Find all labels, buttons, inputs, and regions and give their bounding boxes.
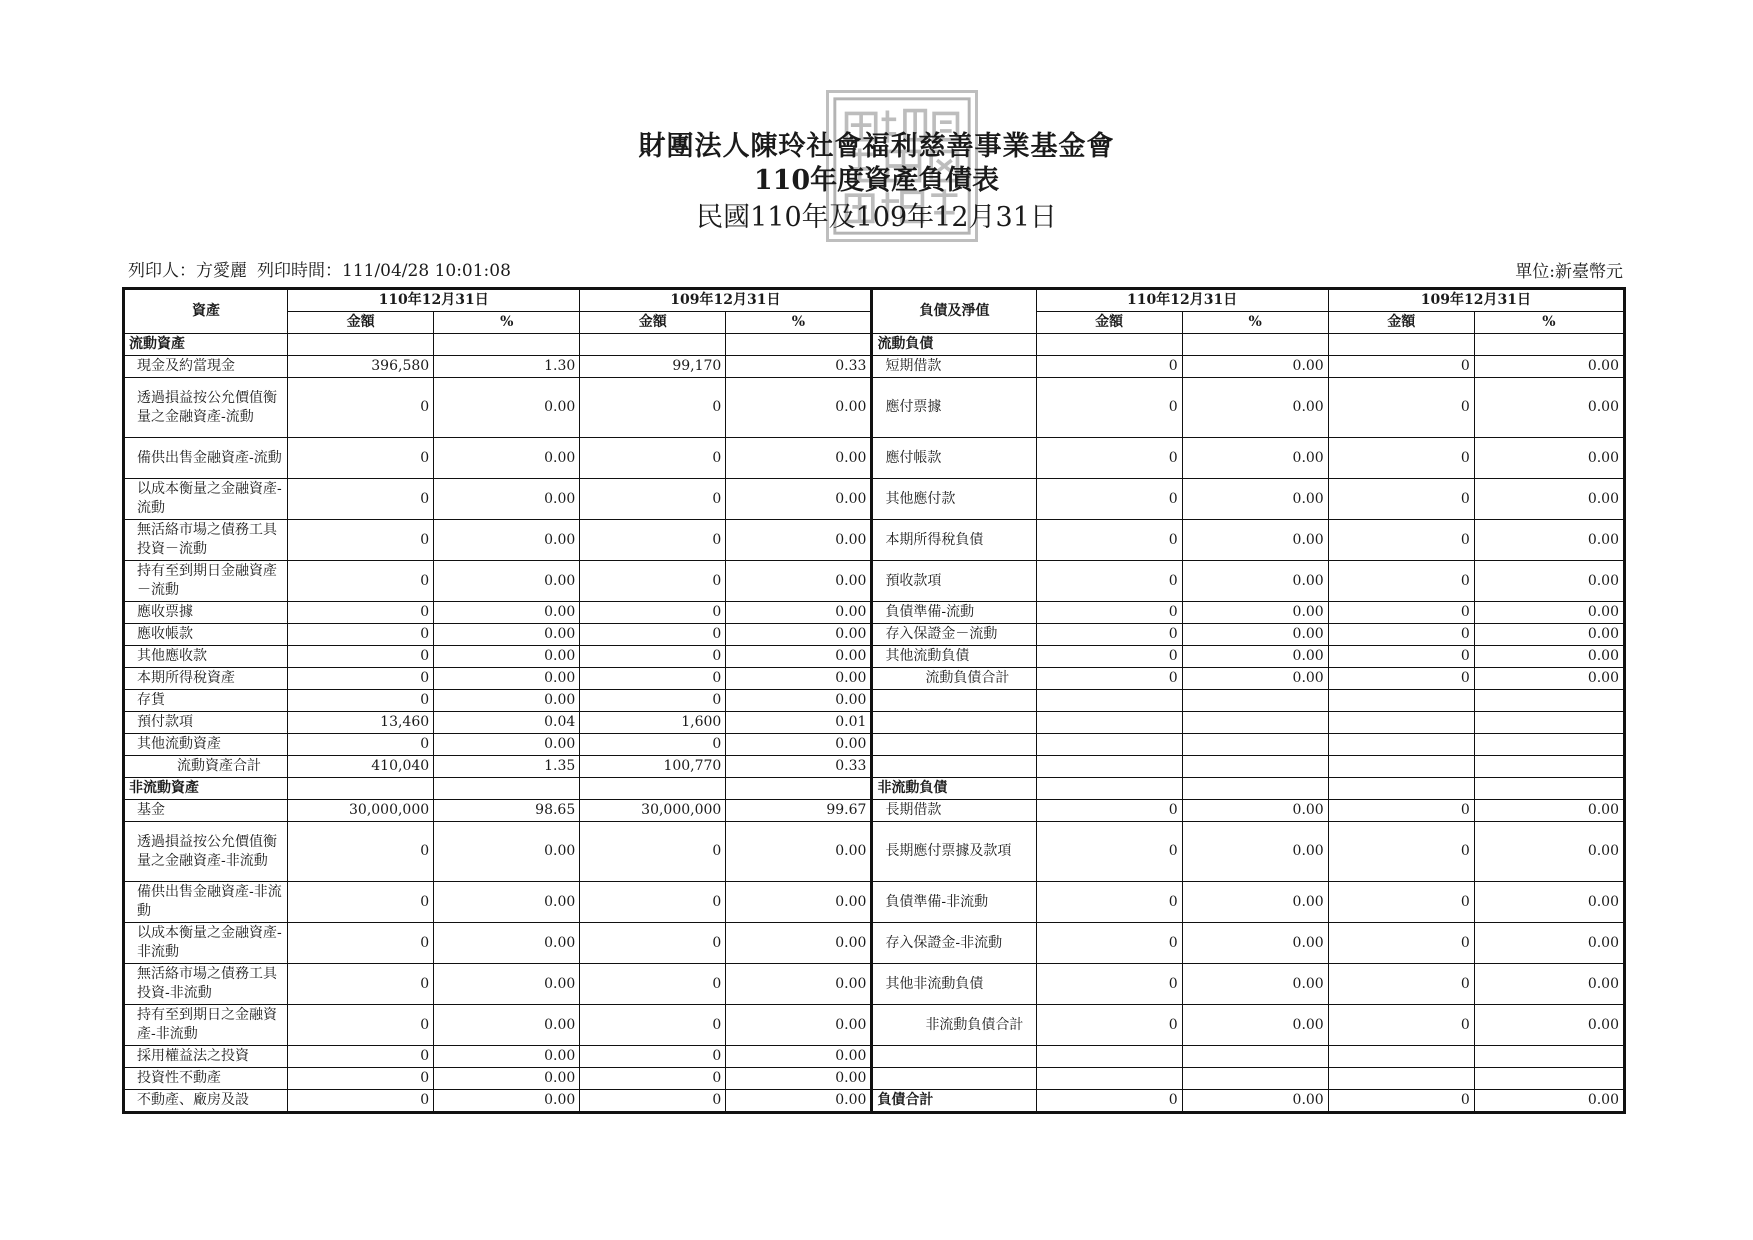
liability-amount-prior: 0 <box>1328 1005 1474 1046</box>
liability-pct-current: 0.00 <box>1182 624 1328 646</box>
asset-label: 無活絡市場之債務工具投資-非流動 <box>124 964 288 1005</box>
assets-prior-period-header: 109年12月31日 <box>580 289 872 312</box>
liability-amount-prior: 0 <box>1328 882 1474 923</box>
asset-amount-current: 0 <box>288 668 434 690</box>
liability-amount-prior: 0 <box>1328 438 1474 479</box>
asset-pct-prior: 0.00 <box>726 822 872 882</box>
asset-label: 非流動資產 <box>124 778 288 800</box>
liability-label: 負債準備-流動 <box>872 602 1036 624</box>
table-row <box>124 734 1625 756</box>
asset-label: 持有至到期日之金融資產-非流動 <box>124 1005 288 1046</box>
table-row <box>124 1068 1625 1090</box>
liability-pct-prior: 0.00 <box>1474 646 1624 668</box>
asset-pct-current: 0.00 <box>434 1046 580 1068</box>
asset-label: 基金 <box>124 800 288 822</box>
asset-amount-prior: 0 <box>580 378 726 438</box>
liab-current-amount-header: 金額 <box>1036 312 1182 334</box>
liability-amount-prior: 0 <box>1328 1090 1474 1113</box>
asset-amount-prior: 30,000,000 <box>580 800 726 822</box>
asset-pct-prior: 0.00 <box>726 964 872 1005</box>
asset-pct-current: 1.35 <box>434 756 580 778</box>
liability-pct-current <box>1182 334 1328 356</box>
table-row <box>124 602 1625 624</box>
asset-pct-current: 0.00 <box>434 964 580 1005</box>
table-row <box>124 561 1625 602</box>
asset-pct-current: 0.00 <box>434 1068 580 1090</box>
table-row <box>124 690 1625 712</box>
liability-amount-current: 0 <box>1036 1090 1182 1113</box>
table-row <box>124 712 1625 734</box>
liability-label: 應付帳款 <box>872 438 1036 479</box>
asset-amount-current: 0 <box>288 822 434 882</box>
liability-pct-prior: 0.00 <box>1474 520 1624 561</box>
organization-name: 財團法人陳玲社會福利慈善事業基金會 <box>638 131 1115 162</box>
table-row <box>124 778 1625 800</box>
asset-pct-prior: 0.00 <box>726 479 872 520</box>
liability-pct-prior: 0.00 <box>1474 602 1624 624</box>
liability-amount-current <box>1036 690 1182 712</box>
table-row <box>124 756 1625 778</box>
asset-amount-prior: 0 <box>580 964 726 1005</box>
asset-amount-prior: 0 <box>580 602 726 624</box>
asset-pct-prior: 0.00 <box>726 602 872 624</box>
asset-amount-prior: 0 <box>580 479 726 520</box>
asset-label: 備供出售金融資產-流動 <box>124 438 288 479</box>
asset-amount-prior: 0 <box>580 1068 726 1090</box>
liability-pct-prior <box>1474 734 1624 756</box>
liability-label <box>872 1068 1036 1090</box>
asset-amount-prior: 0 <box>580 520 726 561</box>
liability-pct-current <box>1182 756 1328 778</box>
asset-pct-prior: 0.00 <box>726 520 872 561</box>
liability-label: 其他非流動負債 <box>872 964 1036 1005</box>
liability-pct-prior <box>1474 334 1624 356</box>
liability-pct-current: 0.00 <box>1182 561 1328 602</box>
asset-pct-prior <box>726 778 872 800</box>
asset-amount-prior: 0 <box>580 882 726 923</box>
liability-amount-current: 0 <box>1036 923 1182 964</box>
asset-pct-prior: 0.01 <box>726 712 872 734</box>
asset-amount-current: 0 <box>288 438 434 479</box>
assets-current-pct-header: % <box>434 312 580 334</box>
asset-amount-prior <box>580 334 726 356</box>
asset-amount-current: 0 <box>288 734 434 756</box>
report-date-line: 民國110年及109年12月31日 <box>696 202 1057 233</box>
asset-pct-prior: 0.00 <box>726 923 872 964</box>
table-row <box>124 646 1625 668</box>
asset-label: 透過損益按公允價值衡量之金融資產-非流動 <box>124 822 288 882</box>
liability-pct-prior: 0.00 <box>1474 882 1624 923</box>
liability-pct-current <box>1182 778 1328 800</box>
liab-prior-period-header: 109年12月31日 <box>1328 289 1624 312</box>
liability-amount-prior <box>1328 690 1474 712</box>
liability-amount-current <box>1036 712 1182 734</box>
asset-pct-current: 0.00 <box>434 646 580 668</box>
liability-label <box>872 1046 1036 1068</box>
liability-amount-prior: 0 <box>1328 561 1474 602</box>
asset-amount-current: 0 <box>288 561 434 602</box>
asset-pct-current: 98.65 <box>434 800 580 822</box>
liability-label: 長期借款 <box>872 800 1036 822</box>
asset-label: 投資性不動產 <box>124 1068 288 1090</box>
liability-amount-prior: 0 <box>1328 479 1474 520</box>
liability-amount-current: 0 <box>1036 520 1182 561</box>
asset-amount-current: 0 <box>288 520 434 561</box>
asset-label: 透過損益按公允價值衡量之金融資產-流動 <box>124 378 288 438</box>
asset-pct-prior: 0.00 <box>726 1068 872 1090</box>
currency-unit: 單位:新臺幣元 <box>1515 262 1623 282</box>
asset-amount-prior <box>580 778 726 800</box>
liability-amount-prior <box>1328 334 1474 356</box>
liability-label: 負債合計 <box>872 1090 1036 1113</box>
table-row <box>124 438 1625 479</box>
liability-amount-prior: 0 <box>1328 822 1474 882</box>
liability-amount-current: 0 <box>1036 602 1182 624</box>
liability-pct-current: 0.00 <box>1182 1005 1328 1046</box>
asset-pct-prior: 99.67 <box>726 800 872 822</box>
asset-pct-current: 0.00 <box>434 561 580 602</box>
asset-label: 其他應收款 <box>124 646 288 668</box>
liability-label <box>872 756 1036 778</box>
asset-amount-prior: 0 <box>580 822 726 882</box>
print-info <box>128 256 521 281</box>
table-row <box>124 624 1625 646</box>
table-row <box>124 479 1625 520</box>
asset-pct-prior: 0.00 <box>726 690 872 712</box>
liability-pct-current: 0.00 <box>1182 964 1328 1005</box>
liability-pct-current: 0.00 <box>1182 882 1328 923</box>
liability-pct-current <box>1182 712 1328 734</box>
liab-current-pct-header: % <box>1182 312 1328 334</box>
asset-label: 存貨 <box>124 690 288 712</box>
assets-prior-pct-header: % <box>726 312 872 334</box>
liability-pct-prior: 0.00 <box>1474 438 1624 479</box>
table-row <box>124 1005 1625 1046</box>
asset-pct-current: 0.00 <box>434 378 580 438</box>
liability-label: 非流動負債合計 <box>872 1005 1036 1046</box>
asset-amount-prior: 1,600 <box>580 712 726 734</box>
liability-pct-prior: 0.00 <box>1474 561 1624 602</box>
liability-pct-current: 0.00 <box>1182 668 1328 690</box>
liability-amount-current: 0 <box>1036 378 1182 438</box>
liability-pct-current: 0.00 <box>1182 356 1328 378</box>
liability-amount-current: 0 <box>1036 882 1182 923</box>
liability-amount-prior: 0 <box>1328 964 1474 1005</box>
liability-pct-prior: 0.00 <box>1474 624 1624 646</box>
liability-amount-prior: 0 <box>1328 602 1474 624</box>
table-row <box>124 378 1625 438</box>
liability-amount-current <box>1036 1068 1182 1090</box>
asset-amount-current: 0 <box>288 882 434 923</box>
liability-pct-current: 0.00 <box>1182 602 1328 624</box>
asset-amount-prior: 0 <box>580 646 726 668</box>
asset-amount-current: 0 <box>288 624 434 646</box>
liab-prior-amount-header: 金額 <box>1328 312 1474 334</box>
table-row <box>124 964 1625 1005</box>
asset-label: 以成本衡量之金融資產-非流動 <box>124 923 288 964</box>
liability-amount-prior <box>1328 712 1474 734</box>
asset-amount-current: 0 <box>288 378 434 438</box>
liability-amount-current <box>1036 334 1182 356</box>
liability-amount-current: 0 <box>1036 438 1182 479</box>
asset-amount-current: 396,580 <box>288 356 434 378</box>
liability-amount-prior <box>1328 778 1474 800</box>
liability-label: 其他應付款 <box>872 479 1036 520</box>
asset-pct-prior: 0.00 <box>726 882 872 923</box>
asset-label: 流動資產合計 <box>124 756 288 778</box>
balance-sheet-body <box>124 334 1625 1113</box>
assets-prior-amount-header: 金額 <box>580 312 726 334</box>
liability-amount-prior <box>1328 734 1474 756</box>
asset-amount-prior: 0 <box>580 438 726 479</box>
liability-label: 非流動負債 <box>872 778 1036 800</box>
liability-pct-current: 0.00 <box>1182 378 1328 438</box>
asset-amount-current: 0 <box>288 602 434 624</box>
asset-pct-current <box>434 334 580 356</box>
liability-amount-current <box>1036 1046 1182 1068</box>
report-title: 110年度資產負債表 <box>753 165 1000 196</box>
liability-pct-prior: 0.00 <box>1474 1090 1624 1113</box>
liability-amount-current <box>1036 734 1182 756</box>
asset-amount-current: 0 <box>288 1005 434 1046</box>
liability-amount-prior: 0 <box>1328 624 1474 646</box>
liability-amount-current: 0 <box>1036 479 1182 520</box>
liability-amount-prior: 0 <box>1328 356 1474 378</box>
liability-label: 存入保證金－流動 <box>872 624 1036 646</box>
liability-label: 本期所得稅負債 <box>872 520 1036 561</box>
asset-amount-prior: 0 <box>580 561 726 602</box>
asset-pct-current: 0.04 <box>434 712 580 734</box>
liability-label <box>872 734 1036 756</box>
liability-pct-prior <box>1474 778 1624 800</box>
liab-current-period-header: 110年12月31日 <box>1036 289 1328 312</box>
table-row <box>124 1046 1625 1068</box>
liability-pct-prior: 0.00 <box>1474 964 1624 1005</box>
asset-pct-current: 0.00 <box>434 624 580 646</box>
assets-header: 資產 <box>124 289 288 334</box>
asset-pct-current: 0.00 <box>434 822 580 882</box>
liability-amount-current <box>1036 778 1182 800</box>
asset-pct-prior: 0.00 <box>726 624 872 646</box>
asset-label: 現金及約當現金 <box>124 356 288 378</box>
asset-pct-prior: 0.00 <box>726 438 872 479</box>
liability-label: 其他流動負債 <box>872 646 1036 668</box>
asset-pct-prior: 0.00 <box>726 1005 872 1046</box>
table-row <box>124 800 1625 822</box>
asset-pct-prior: 0.00 <box>726 561 872 602</box>
print-time: 列印時間：111/04/28 10:01:08 <box>257 261 511 281</box>
asset-amount-current: 0 <box>288 923 434 964</box>
liability-label: 流動負債 <box>872 334 1036 356</box>
liability-pct-prior: 0.00 <box>1474 479 1624 520</box>
liability-pct-prior <box>1474 1068 1624 1090</box>
asset-amount-prior: 0 <box>580 734 726 756</box>
asset-label: 備供出售金融資產-非流動 <box>124 882 288 923</box>
asset-label: 持有至到期日金融資產－流動 <box>124 561 288 602</box>
liability-amount-prior: 0 <box>1328 800 1474 822</box>
asset-amount-current: 0 <box>288 646 434 668</box>
asset-pct-current: 0.00 <box>434 734 580 756</box>
liability-amount-current: 0 <box>1036 356 1182 378</box>
asset-amount-current: 0 <box>288 1090 434 1113</box>
liability-pct-prior: 0.00 <box>1474 356 1624 378</box>
liability-amount-prior: 0 <box>1328 646 1474 668</box>
liability-amount-current: 0 <box>1036 964 1182 1005</box>
asset-pct-current: 0.00 <box>434 1005 580 1046</box>
asset-pct-prior: 0.00 <box>726 378 872 438</box>
asset-amount-prior: 0 <box>580 1005 726 1046</box>
table-row <box>124 1090 1625 1113</box>
liability-label: 應付票據 <box>872 378 1036 438</box>
asset-pct-current: 0.00 <box>434 690 580 712</box>
liability-amount-current: 0 <box>1036 646 1182 668</box>
liability-label: 存入保證金-非流動 <box>872 923 1036 964</box>
asset-pct-prior: 0.00 <box>726 734 872 756</box>
asset-label: 不動產、廠房及設 <box>124 1090 288 1113</box>
asset-amount-prior: 0 <box>580 668 726 690</box>
liability-pct-current: 0.00 <box>1182 923 1328 964</box>
liability-pct-prior: 0.00 <box>1474 923 1624 964</box>
liability-pct-current: 0.00 <box>1182 438 1328 479</box>
asset-amount-current <box>288 334 434 356</box>
assets-current-period-header: 110年12月31日 <box>288 289 580 312</box>
liability-pct-current <box>1182 1046 1328 1068</box>
liability-label <box>872 690 1036 712</box>
liability-label: 短期借款 <box>872 356 1036 378</box>
asset-amount-prior: 0 <box>580 690 726 712</box>
liability-amount-current: 0 <box>1036 800 1182 822</box>
liability-pct-current <box>1182 734 1328 756</box>
liability-pct-prior <box>1474 756 1624 778</box>
liability-amount-current: 0 <box>1036 624 1182 646</box>
asset-amount-current: 0 <box>288 1046 434 1068</box>
asset-amount-current: 0 <box>288 964 434 1005</box>
asset-pct-current: 0.00 <box>434 882 580 923</box>
asset-amount-prior: 0 <box>580 1046 726 1068</box>
asset-amount-current: 0 <box>288 690 434 712</box>
asset-pct-prior: 0.00 <box>726 646 872 668</box>
printer-name: 列印人：方愛麗 <box>128 261 247 281</box>
table-row <box>124 882 1625 923</box>
asset-pct-current: 0.00 <box>434 479 580 520</box>
liability-pct-current: 0.00 <box>1182 646 1328 668</box>
liability-amount-current: 0 <box>1036 561 1182 602</box>
assets-current-amount-header: 金額 <box>288 312 434 334</box>
liabilities-header: 負債及淨值 <box>872 289 1036 334</box>
asset-amount-prior: 0 <box>580 624 726 646</box>
table-row <box>124 334 1625 356</box>
liability-amount-prior <box>1328 756 1474 778</box>
table-row <box>124 356 1625 378</box>
liability-pct-prior <box>1474 712 1624 734</box>
asset-pct-current: 0.00 <box>434 520 580 561</box>
asset-pct-prior <box>726 334 872 356</box>
liability-pct-current <box>1182 1068 1328 1090</box>
liab-prior-pct-header: % <box>1474 312 1624 334</box>
liability-pct-current: 0.00 <box>1182 800 1328 822</box>
liability-label: 長期應付票據及款項 <box>872 822 1036 882</box>
liability-label <box>872 712 1036 734</box>
asset-pct-current: 0.00 <box>434 668 580 690</box>
asset-amount-current: 30,000,000 <box>288 800 434 822</box>
asset-pct-current: 0.00 <box>434 923 580 964</box>
asset-amount-prior: 99,170 <box>580 356 726 378</box>
asset-label: 以成本衡量之金融資產-流動 <box>124 479 288 520</box>
asset-amount-prior: 100,770 <box>580 756 726 778</box>
asset-amount-current: 0 <box>288 1068 434 1090</box>
liability-pct-prior: 0.00 <box>1474 822 1624 882</box>
asset-pct-current: 1.30 <box>434 356 580 378</box>
liability-pct-prior: 0.00 <box>1474 1005 1624 1046</box>
liability-amount-prior: 0 <box>1328 923 1474 964</box>
asset-pct-prior: 0.33 <box>726 756 872 778</box>
liability-amount-prior: 0 <box>1328 668 1474 690</box>
liability-amount-prior: 0 <box>1328 520 1474 561</box>
liability-amount-current <box>1036 756 1182 778</box>
asset-amount-current <box>288 778 434 800</box>
asset-amount-current: 13,460 <box>288 712 434 734</box>
liability-amount-current: 0 <box>1036 668 1182 690</box>
asset-label: 其他流動資產 <box>124 734 288 756</box>
asset-pct-current: 0.00 <box>434 1090 580 1113</box>
table-row <box>124 822 1625 882</box>
asset-pct-current: 0.00 <box>434 438 580 479</box>
asset-amount-prior: 0 <box>580 1090 726 1113</box>
liability-amount-current: 0 <box>1036 1005 1182 1046</box>
asset-label: 採用權益法之投資 <box>124 1046 288 1068</box>
liability-amount-current: 0 <box>1036 822 1182 882</box>
liability-label: 負債準備-非流動 <box>872 882 1036 923</box>
liability-pct-current: 0.00 <box>1182 520 1328 561</box>
table-row <box>124 520 1625 561</box>
liability-pct-current <box>1182 690 1328 712</box>
liability-amount-prior <box>1328 1068 1474 1090</box>
asset-amount-prior: 0 <box>580 923 726 964</box>
asset-amount-current: 0 <box>288 479 434 520</box>
asset-pct-prior: 0.00 <box>726 1046 872 1068</box>
liability-pct-prior: 0.00 <box>1474 668 1624 690</box>
liability-pct-prior <box>1474 690 1624 712</box>
asset-label: 應收票據 <box>124 602 288 624</box>
liability-label: 流動負債合計 <box>872 668 1036 690</box>
asset-label: 應收帳款 <box>124 624 288 646</box>
liability-pct-current: 0.00 <box>1182 479 1328 520</box>
liability-pct-prior: 0.00 <box>1474 800 1624 822</box>
table-row <box>124 923 1625 964</box>
asset-label: 無活絡市場之債務工具投資－流動 <box>124 520 288 561</box>
asset-pct-current: 0.00 <box>434 602 580 624</box>
liability-pct-current: 0.00 <box>1182 822 1328 882</box>
liability-pct-prior: 0.00 <box>1474 378 1624 438</box>
liability-pct-prior <box>1474 1046 1624 1068</box>
table-row <box>124 668 1625 690</box>
asset-pct-prior: 0.33 <box>726 356 872 378</box>
balance-sheet-table <box>122 287 1626 1114</box>
liability-label: 預收款項 <box>872 561 1036 602</box>
liability-amount-prior: 0 <box>1328 378 1474 438</box>
liability-amount-prior <box>1328 1046 1474 1068</box>
asset-pct-current <box>434 778 580 800</box>
asset-label: 流動資產 <box>124 334 288 356</box>
asset-label: 預付款項 <box>124 712 288 734</box>
liability-pct-current: 0.00 <box>1182 1090 1328 1113</box>
asset-label: 本期所得稅資產 <box>124 668 288 690</box>
asset-amount-current: 410,040 <box>288 756 434 778</box>
asset-pct-prior: 0.00 <box>726 668 872 690</box>
asset-pct-prior: 0.00 <box>726 1090 872 1113</box>
